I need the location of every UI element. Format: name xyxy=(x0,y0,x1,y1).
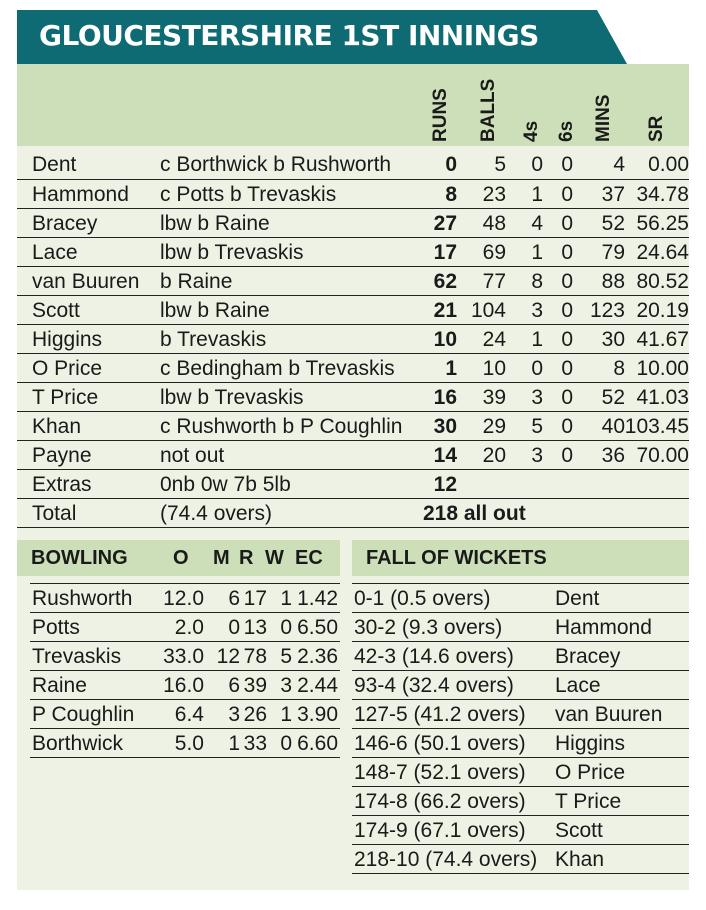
wickets: 0 xyxy=(280,616,292,639)
runs: 14 xyxy=(433,444,457,467)
fow-batter: T Price xyxy=(555,790,622,813)
balls: 39 xyxy=(482,386,506,409)
dismissal: b Trevaskis xyxy=(160,328,267,351)
bowler-name: Raine xyxy=(32,674,87,697)
dismissal: c Potts b Trevaskis xyxy=(160,183,337,206)
bowling-row xyxy=(30,612,340,642)
overs: 12.0 xyxy=(163,587,204,610)
fow-row xyxy=(352,612,689,642)
mins: 88 xyxy=(601,270,625,293)
bowling-header-band xyxy=(17,540,340,576)
runs-conceded: 78 xyxy=(243,645,267,668)
strike-rate: 34.78 xyxy=(636,183,689,206)
runs-conceded: 17 xyxy=(243,587,267,610)
fours: 1 xyxy=(531,183,543,206)
wickets: 3 xyxy=(280,674,292,697)
fow-batter: O Price xyxy=(555,761,626,784)
bowling-row xyxy=(30,699,340,729)
wickets: 1 xyxy=(280,587,292,610)
fow-score: 148-7 (52.1 overs) xyxy=(354,761,526,784)
fow-batter: Lace xyxy=(555,674,601,697)
mins: 30 xyxy=(601,328,625,351)
sixes: 0 xyxy=(561,357,573,380)
balls: 10 xyxy=(482,357,506,380)
mins: 4 xyxy=(613,153,625,176)
fow-batter: Higgins xyxy=(555,732,626,755)
runs: 8 xyxy=(445,183,457,206)
batter-name: Hammond xyxy=(32,183,129,206)
mins: 79 xyxy=(601,241,625,264)
bowler-name: Trevaskis xyxy=(32,645,122,668)
fours: 1 xyxy=(531,328,543,351)
overs: 33.0 xyxy=(163,645,204,668)
fow-score: 30-2 (9.3 overs) xyxy=(354,616,503,639)
maidens: 1 xyxy=(228,732,240,755)
bowling-col-m: M xyxy=(213,547,230,569)
runs-conceded: 33 xyxy=(243,732,267,755)
col-header-fours: 4s xyxy=(521,120,542,142)
runs: 1 xyxy=(445,357,457,380)
runs: 10 xyxy=(433,328,457,351)
fow-row xyxy=(352,815,689,845)
bowling-row xyxy=(30,670,340,700)
balls: 29 xyxy=(482,415,506,438)
bowling-col-r: R xyxy=(239,547,254,569)
balls: 77 xyxy=(482,270,506,293)
fow-score: 0-1 (0.5 overs) xyxy=(354,587,491,610)
bowling-row xyxy=(30,641,340,671)
bowling-row xyxy=(30,728,340,758)
strike-rate: 70.00 xyxy=(636,444,689,467)
fow-batter: van Buuren xyxy=(555,703,663,726)
extras-value: 12 xyxy=(433,473,457,496)
wickets: 5 xyxy=(280,645,292,668)
fow-underline xyxy=(352,873,689,874)
total-label: Total xyxy=(32,502,77,525)
strike-rate: 80.52 xyxy=(636,270,689,293)
fow-row xyxy=(352,583,689,613)
runs: 16 xyxy=(433,386,457,409)
fow-score: 146-6 (50.1 overs) xyxy=(354,732,526,755)
batting-row xyxy=(17,324,689,354)
runs: 21 xyxy=(433,299,457,322)
mins: 37 xyxy=(601,183,625,206)
economy: 6.60 xyxy=(297,732,338,755)
dismissal: c Borthwick b Rushworth xyxy=(160,153,392,176)
maidens: 3 xyxy=(228,703,240,726)
fours: 0 xyxy=(531,357,543,380)
overs: 5.0 xyxy=(174,732,204,755)
total-row xyxy=(17,498,689,528)
fow-batter: Bracey xyxy=(555,645,621,668)
sixes: 0 xyxy=(561,444,573,467)
batter-name: van Buuren xyxy=(32,270,140,293)
batting-row xyxy=(17,266,689,296)
sixes: 0 xyxy=(561,415,573,438)
fow-row xyxy=(352,641,689,671)
fours: 8 xyxy=(531,270,543,293)
strike-rate: 24.64 xyxy=(636,241,689,264)
mins: 52 xyxy=(601,386,625,409)
fow-batter: Dent xyxy=(555,587,600,610)
col-header-sixes: 6s xyxy=(556,120,577,142)
fow-score: 174-9 (67.1 overs) xyxy=(354,819,526,842)
col-header-mins: MINS xyxy=(593,94,614,142)
mins: 52 xyxy=(601,212,625,235)
balls: 20 xyxy=(482,444,506,467)
batter-name: Payne xyxy=(32,444,92,467)
sixes: 0 xyxy=(561,183,573,206)
bowling-underline xyxy=(30,757,340,758)
maidens: 0 xyxy=(228,616,240,639)
batting-row xyxy=(17,353,689,383)
dismissal: lbw b Trevaskis xyxy=(160,386,304,409)
fours: 0 xyxy=(531,153,543,176)
fow-score: 42-3 (14.6 overs) xyxy=(354,645,514,668)
batter-name: Lace xyxy=(32,241,78,264)
batter-name: T Price xyxy=(32,386,99,409)
fow-row xyxy=(352,786,689,816)
total-underline xyxy=(17,527,689,528)
fow-batter: Scott xyxy=(555,819,603,842)
extras-label: Extras xyxy=(32,473,92,496)
runs: 62 xyxy=(433,270,457,293)
batter-name: Scott xyxy=(32,299,80,322)
strike-rate: 20.19 xyxy=(636,299,689,322)
fours: 4 xyxy=(531,212,543,235)
batter-name: Bracey xyxy=(32,212,98,235)
dismissal: lbw b Raine xyxy=(160,212,270,235)
fow-score: 127-5 (41.2 overs) xyxy=(354,703,526,726)
fow-row xyxy=(352,699,689,729)
fours: 3 xyxy=(531,299,543,322)
runs: 30 xyxy=(433,415,457,438)
dismissal: b Raine xyxy=(160,270,233,293)
sixes: 0 xyxy=(561,386,573,409)
maidens: 6 xyxy=(228,587,240,610)
bowling-title: BOWLING xyxy=(31,547,128,569)
strike-rate: 0.00 xyxy=(648,153,689,176)
fow-score: 93-4 (32.4 overs) xyxy=(354,674,514,697)
balls: 48 xyxy=(482,212,506,235)
overs: 2.0 xyxy=(174,616,204,639)
overs: 6.4 xyxy=(174,703,204,726)
fow-batter: Khan xyxy=(555,848,605,871)
mins: 40 xyxy=(601,415,625,438)
maidens: 6 xyxy=(228,674,240,697)
sixes: 0 xyxy=(561,328,573,351)
fow-row xyxy=(352,844,689,874)
batter-name: Dent xyxy=(32,153,77,176)
fours: 3 xyxy=(531,386,543,409)
title-banner xyxy=(17,10,627,64)
runs: 0 xyxy=(445,153,457,176)
extras-row xyxy=(17,469,689,499)
balls: 23 xyxy=(482,183,506,206)
maidens: 12 xyxy=(216,645,240,668)
economy: 2.44 xyxy=(297,674,338,697)
fow-batter: Hammond xyxy=(555,616,652,639)
bowling-col-w: W xyxy=(265,547,284,569)
fours: 3 xyxy=(531,444,543,467)
sixes: 0 xyxy=(561,299,573,322)
fow-row xyxy=(352,757,689,787)
bowling-col-o: O xyxy=(173,547,189,569)
runs: 17 xyxy=(433,241,457,264)
runs-conceded: 39 xyxy=(243,674,267,697)
batting-row xyxy=(17,179,689,209)
sixes: 0 xyxy=(561,212,573,235)
extras-detail: 0nb 0w 7b 5lb xyxy=(160,473,291,496)
balls: 104 xyxy=(470,299,506,322)
batter-name: O Price xyxy=(32,357,103,380)
bowling-col-ec: EC xyxy=(295,547,323,569)
fow-header-band xyxy=(352,540,689,576)
sixes: 0 xyxy=(561,270,573,293)
fow-row xyxy=(352,670,689,700)
col-header-runs: RUNS xyxy=(430,88,451,142)
strike-rate: 56.25 xyxy=(636,212,689,235)
fow-row xyxy=(352,728,689,758)
bowler-name: Rushworth xyxy=(32,587,133,610)
economy: 1.42 xyxy=(297,587,338,610)
mins: 123 xyxy=(589,299,625,322)
dismissal: c Rushworth b P Coughlin xyxy=(160,415,403,438)
batter-name: Khan xyxy=(32,415,82,438)
runs-conceded: 13 xyxy=(243,616,267,639)
fow-score: 174-8 (66.2 overs) xyxy=(354,790,526,813)
strike-rate: 41.67 xyxy=(636,328,689,351)
batter-name: Higgins xyxy=(32,328,103,351)
col-header-sr: SR xyxy=(646,115,667,142)
strike-rate: 41.03 xyxy=(636,386,689,409)
overs: 16.0 xyxy=(163,674,204,697)
balls: 69 xyxy=(482,241,506,264)
wickets: 0 xyxy=(280,732,292,755)
wickets: 1 xyxy=(280,703,292,726)
dismissal: not out xyxy=(160,444,225,467)
mins: 8 xyxy=(613,357,625,380)
sixes: 0 xyxy=(561,241,573,264)
total-value: 218 all out xyxy=(423,502,526,525)
batting-row xyxy=(17,295,689,325)
col-header-balls: BALLS xyxy=(478,78,499,142)
bowler-name: P Coughlin xyxy=(32,703,135,726)
dismissal: lbw b Raine xyxy=(160,299,270,322)
balls: 5 xyxy=(494,153,506,176)
dismissal: lbw b Trevaskis xyxy=(160,241,304,264)
scorecard-title: GLOUCESTERSHIRE 1ST INNINGS xyxy=(39,19,539,52)
fours: 5 xyxy=(531,415,543,438)
batting-row xyxy=(17,382,689,412)
strike-rate: 103.45 xyxy=(624,415,689,438)
fow-title: FALL OF WICKETS xyxy=(366,547,547,569)
strike-rate: 10.00 xyxy=(636,357,689,380)
bowler-name: Potts xyxy=(32,616,80,639)
runs: 27 xyxy=(433,212,457,235)
economy: 6.50 xyxy=(297,616,338,639)
economy: 2.36 xyxy=(297,645,338,668)
sixes: 0 xyxy=(561,153,573,176)
fours: 1 xyxy=(531,241,543,264)
bowler-name: Borthwick xyxy=(32,732,124,755)
economy: 3.90 xyxy=(297,703,338,726)
batting-header-band xyxy=(17,64,689,146)
batting-row xyxy=(17,208,689,238)
fow-score: 218-10 (74.4 overs) xyxy=(354,848,538,871)
bowling-row xyxy=(30,583,340,613)
total-detail: (74.4 overs) xyxy=(160,502,273,525)
batting-row xyxy=(17,237,689,267)
batting-row xyxy=(17,411,689,441)
runs-conceded: 26 xyxy=(243,703,267,726)
balls: 24 xyxy=(482,328,506,351)
dismissal: c Bedingham b Trevaskis xyxy=(160,357,395,380)
batting-row xyxy=(17,150,689,179)
batting-row xyxy=(17,440,689,470)
mins: 36 xyxy=(601,444,625,467)
